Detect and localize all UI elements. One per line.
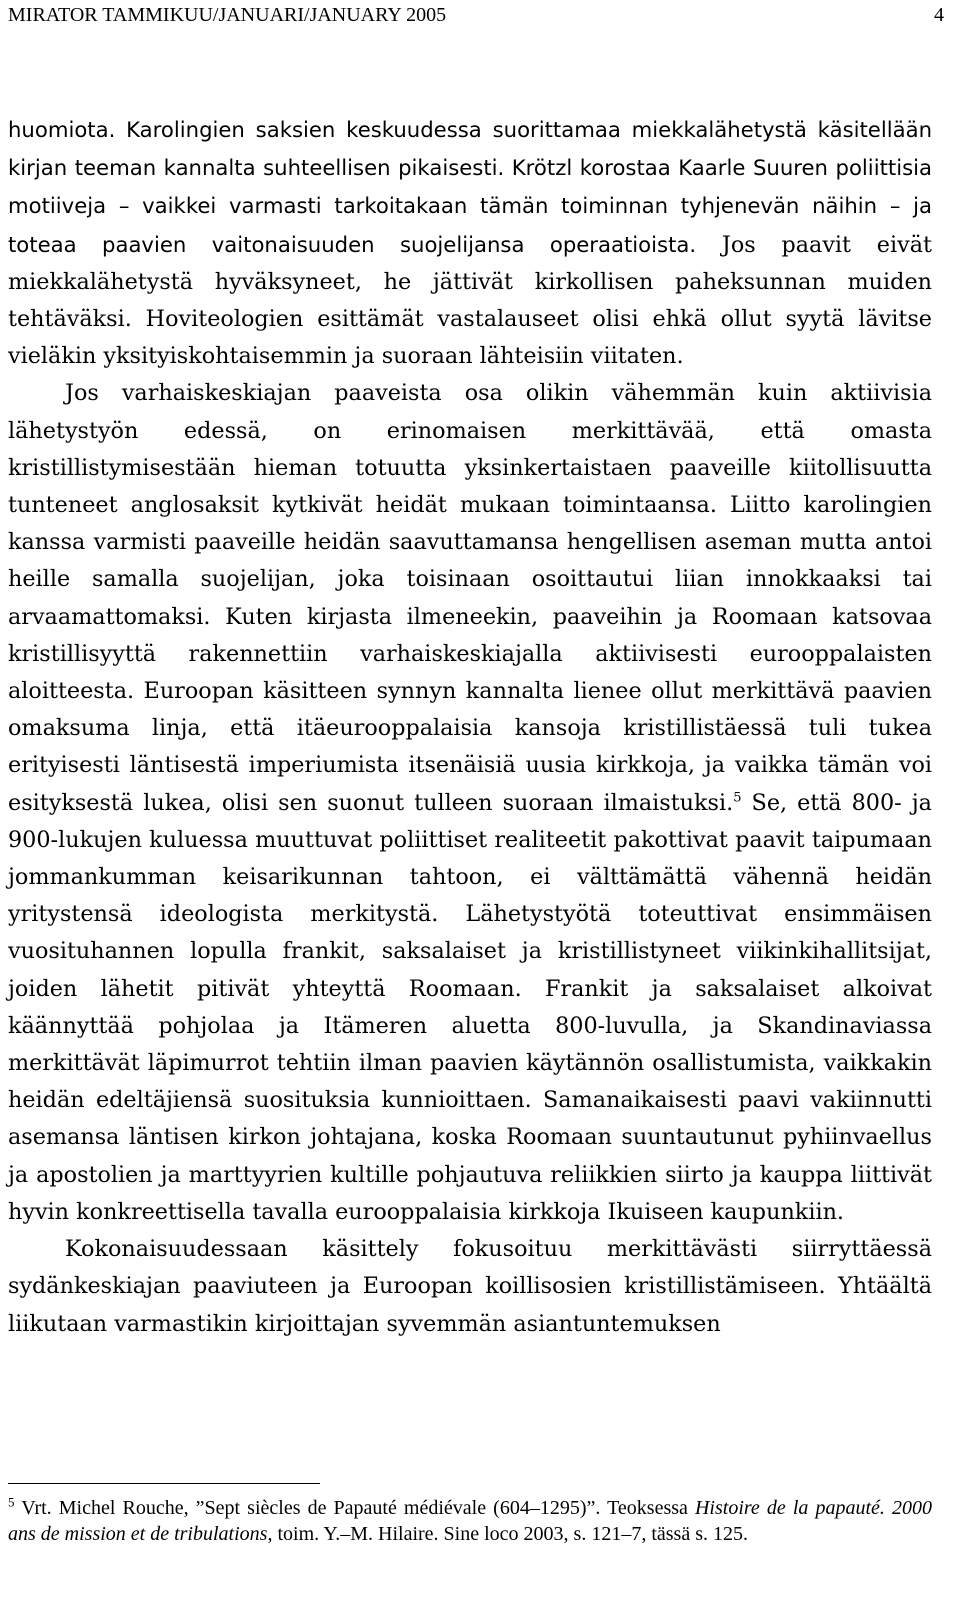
footnote-text-b: , toim. Y.–M. Hilaire. Sine loco 2003, s. 121–7, tässä s. 125. (267, 1523, 748, 1545)
paragraph-2 (8, 375, 932, 1231)
footnote-text-a: Vrt. Michel Rouche, ”Sept siècles de Papauté médiévale (604–1295)”. Teoksessa (14, 1497, 695, 1519)
paragraph-1-sentence-2: Jos paavit eivät miekkalähetystä hyväksyneet, he jättivät kirkollisen paheksunnan muiden tehtäväksi. (8, 231, 932, 333)
footnote-divider (8, 1483, 320, 1484)
footnote-book-title: Histoire de la papauté. 2000 ans de mission et de tribulations (8, 1497, 932, 1545)
footnote (8, 1495, 932, 1547)
page-number: 4 (934, 4, 944, 26)
paragraph-2-text-b: Se, että 800- ja 900-lukujen kuluessa muuttuvat poliittiset realiteetit pakottivat paavit taipumaan jommankumman keisarikunnan tahtoon, ei välttämättä vähennä heidän yritystensä ideologista merkitystä. Lähetystyötä toteuttivat ensimmäisen vuosituhannen lopulla frankit, saksalaiset ja kristillistyneet viikinkihallitsijat, joiden lähetit pitivät yhteyttä Roomaan. Frankit ja saksalaiset alkoivat käännyttää pohjolaa ja Itämeren aluetta 800-luvulla, ja Skandinaviassa merkittävät läpimurrot tehtiin ilman paavien käytännön osallistumista, vaikkakin heidän edeltäjiensä suosituksia kunnioittaen. Samanaikaisesti paavi vakiinnutti asemansa läntisen kirkon johtajana, koska Roomaan suuntautunut pyhiinvaellus ja apostolien ja marttyyrien kultille pohjautuva reliikkien siirto ja kauppa liittivät hyvin konkreettisella tavalla eurooppalaisia kirkkoja Ikuiseen kaupunkiin. (8, 789, 932, 1225)
paragraph-3: Kokonaisuudessaan käsittely fokusoituu merkittävästi siirryttäessä sydänkeskiajan paaviuteen ja Euroopan koillisosien kristillistämiseen. Yhtäältä liikutaan varmastikin kirjoittajan syvemmän asiantuntemuksen (8, 1236, 932, 1337)
running-header (8, 2, 944, 28)
paragraph-1-sentence-1: huomiota. Karolingien saksien keskuudessa suorittamaa miekkalähetystä käsitellään kirjan teeman kannalta suhteellisen pikaisesti. Krötzl korostaa Kaarle Suuren poliittisia motiiveja – vaikkei varmasti tarkoitakaan tämän toiminnan tyhjenevän näihin – ja toteaa paavien vaitonaisuuden suojelijansa operaatioista. (8, 117, 932, 257)
main-text (8, 111, 932, 1343)
paragraph-1 (8, 111, 932, 375)
footnote-number: 5 (8, 1494, 15, 1510)
footnote-reference[interactable]: 5 (733, 790, 742, 806)
paragraph-2-text-a: Jos varhaiskeskiajan paaveista osa olikin vähemmän kuin aktiivisia lähetystyön edessä, on erinomaisen merkittävää, että omasta kristillistymisestään hieman totuutta yksinkertaistaen paaveille kiitollisuutta tunteneet anglosaksit kytkivät heidät mukaan toimintaansa. Liitto karolingien kanssa varmisti paaveille heidän saavuttamansa hengellisen aseman mutta antoi heille samalla suojelijan, joka toisinaan osoittautui liian innokkaaksi tai arvaamattomaksi. Kuten kirjasta ilmeneekin, paaveihin ja Roomaan katsovaa kristillisyyttä rakennettiin varhaiskeskiajalla aktiivisesti eurooppalaisten aloitteesta. Euroopan käsitteen synnyn kannalta lienee ollut merkittävä paavien omaksuma linja, että itäeurooppalaisia kansoja kristillistäessä tuli tukea erityisesti läntisestä imperiumista itsenäisiä uusia kirkkoja, ja vaikka tämän voi esityksestä lukea, olisi sen suonut tulleen suoraan ilmaistuksi. (8, 380, 932, 816)
journal-title: MIRATOR TAMMIKUU/JANUARI/JANUARY 2005 (8, 4, 447, 26)
paragraph-1-sentence-3: Hoviteologien esittämät vastalauseet olisi ehkä ollut syytä lävitse vieläkin yksityiskohtaisemmin ja suoraan lähteisiin viitaten. (8, 306, 932, 370)
